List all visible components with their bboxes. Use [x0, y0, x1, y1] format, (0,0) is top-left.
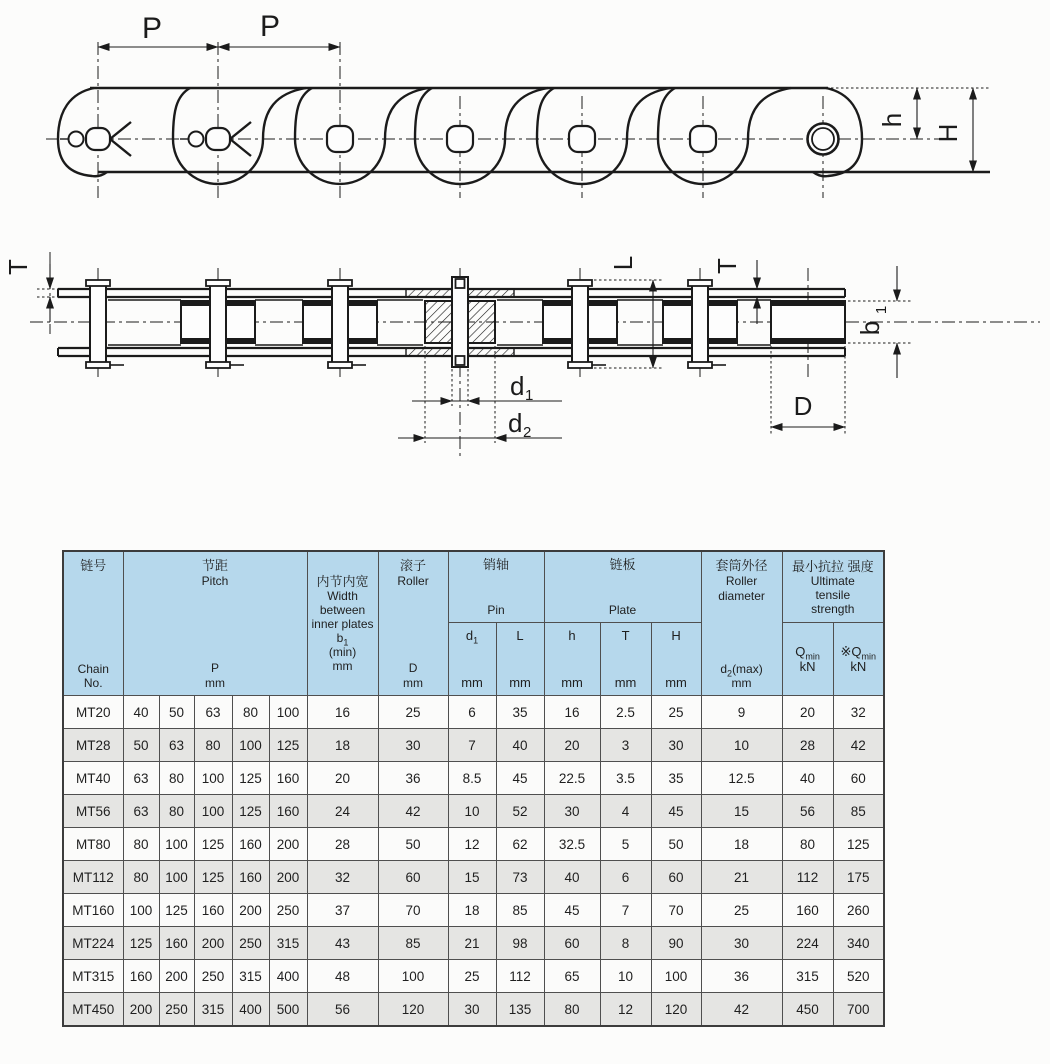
cell-value: 25	[701, 894, 782, 927]
cell-value: 160	[123, 960, 159, 993]
cell-value: 37	[307, 894, 378, 927]
dim-label-T-right: T	[712, 258, 742, 274]
cell-chain-no: MT450	[63, 993, 123, 1027]
cell-value: 43	[307, 927, 378, 960]
cell-chain-no: MT315	[63, 960, 123, 993]
cell-value: 3	[600, 729, 651, 762]
cell-value: 36	[378, 762, 448, 795]
cell-value: 28	[782, 729, 833, 762]
cell-value: 125	[833, 828, 884, 861]
cell-value: 25	[651, 696, 701, 729]
cell-value: 125	[159, 894, 194, 927]
cell-value: 60	[544, 927, 600, 960]
cell-value: 200	[232, 894, 269, 927]
cell-value: 400	[232, 993, 269, 1027]
header-pitch: 节距 Pitch P mm	[123, 551, 307, 696]
header-T: T mm	[600, 623, 651, 696]
cell-value: 6	[448, 696, 496, 729]
cell-value: 70	[651, 894, 701, 927]
table-row	[63, 696, 884, 729]
cell-value: 175	[833, 861, 884, 894]
cell-value: 45	[544, 894, 600, 927]
cell-value: 80	[123, 828, 159, 861]
table-row	[63, 894, 884, 927]
cell-value: 42	[378, 795, 448, 828]
cell-chain-no: MT56	[63, 795, 123, 828]
cell-value: 8	[600, 927, 651, 960]
cell-value: 12.5	[701, 762, 782, 795]
cell-chain-no: MT160	[63, 894, 123, 927]
cell-value: 60	[651, 861, 701, 894]
cell-value: 60	[833, 762, 884, 795]
cell-value: 21	[448, 927, 496, 960]
cell-value: 500	[269, 993, 307, 1027]
dim-label-b1: b	[855, 320, 885, 336]
pin-hole-4	[447, 126, 473, 152]
header-ultimate-strength: 最小抗拉 强度 Ultimate tensile strength	[782, 551, 884, 623]
cell-value: 98	[496, 927, 544, 960]
table-row	[63, 828, 884, 861]
dim-label-d1: d	[510, 371, 525, 401]
cell-value: 30	[651, 729, 701, 762]
cell-value: 50	[159, 696, 194, 729]
cell-value: 160	[194, 894, 232, 927]
cell-value: 100	[194, 795, 232, 828]
dim-label-L: L	[608, 255, 638, 271]
cell-value: 5	[600, 828, 651, 861]
cell-value: 260	[833, 894, 884, 927]
cell-value: 125	[123, 927, 159, 960]
cell-value: 12	[600, 993, 651, 1027]
cell-value: 80	[232, 696, 269, 729]
cell-value: 120	[378, 993, 448, 1027]
cell-value: 200	[269, 861, 307, 894]
cell-value: 15	[701, 795, 782, 828]
cell-value: 50	[651, 828, 701, 861]
cell-value: 8.5	[448, 762, 496, 795]
cell-value: 250	[269, 894, 307, 927]
cell-value: 400	[269, 960, 307, 993]
cell-value: 100	[232, 729, 269, 762]
cell-value: 21	[701, 861, 782, 894]
header-qmin-marked: $※Q_{min}$ kN	[833, 623, 884, 696]
cell-value: 18	[307, 729, 378, 762]
cell-value: 200	[269, 828, 307, 861]
cell-value: 4	[600, 795, 651, 828]
cell-value: 160	[269, 762, 307, 795]
cell-value: 100	[378, 960, 448, 993]
cell-value: 112	[496, 960, 544, 993]
cell-value: 45	[651, 795, 701, 828]
cell-value: 30	[701, 927, 782, 960]
cell-value: 135	[496, 993, 544, 1027]
cell-value: 112	[782, 861, 833, 894]
dim-label-b1-sub: 1	[873, 305, 890, 315]
cell-value: 18	[701, 828, 782, 861]
roller-bushing-end	[808, 124, 839, 155]
header-L: L mm	[496, 623, 544, 696]
cell-value: 25	[378, 696, 448, 729]
header-chain-no: 链号 Chain No.	[63, 551, 123, 696]
cell-value: 700	[833, 993, 884, 1027]
cell-value: 15	[448, 861, 496, 894]
cell-value: 80	[123, 861, 159, 894]
cell-value: 63	[123, 762, 159, 795]
cell-value: 250	[194, 960, 232, 993]
cell-value: 62	[496, 828, 544, 861]
cell-value: 18	[448, 894, 496, 927]
dim-label-h: h	[877, 112, 907, 128]
cell-value: 40	[782, 762, 833, 795]
table-body	[63, 696, 884, 1027]
header-roller-d: 滚子 Roller D mm	[378, 551, 448, 696]
cell-value: 40	[544, 861, 600, 894]
cell-value: 80	[544, 993, 600, 1027]
cell-value: 16	[544, 696, 600, 729]
cell-value: 160	[159, 927, 194, 960]
cell-value: 25	[448, 960, 496, 993]
dim-label-d1-sub: 1	[525, 387, 534, 404]
cell-value: 12	[448, 828, 496, 861]
table-row	[63, 795, 884, 828]
header-h: h mm	[544, 623, 600, 696]
cell-value: 63	[159, 729, 194, 762]
cell-value: 70	[378, 894, 448, 927]
cell-value: 85	[496, 894, 544, 927]
cell-value: 35	[651, 762, 701, 795]
cell-chain-no: MT20	[63, 696, 123, 729]
cell-value: 80	[159, 795, 194, 828]
cell-value: 100	[651, 960, 701, 993]
table-row	[63, 993, 884, 1027]
cell-value: 100	[194, 762, 232, 795]
table-row	[63, 927, 884, 960]
cell-value: 36	[701, 960, 782, 993]
cell-value: 80	[782, 828, 833, 861]
cell-value: 100	[159, 861, 194, 894]
cell-value: 315	[194, 993, 232, 1027]
chain-side-elevation-drawing	[46, 10, 990, 198]
cell-value: 125	[269, 729, 307, 762]
cell-value: 42	[833, 729, 884, 762]
cell-value: 250	[159, 993, 194, 1027]
table-header	[63, 551, 884, 696]
cell-value: 80	[159, 762, 194, 795]
cell-value: 315	[232, 960, 269, 993]
cell-value: 200	[194, 927, 232, 960]
cell-value: 56	[307, 993, 378, 1027]
pin-hole-5	[569, 126, 595, 152]
cell-value: 160	[232, 861, 269, 894]
cell-value: 125	[232, 795, 269, 828]
table-row	[63, 729, 884, 762]
cell-value: 340	[833, 927, 884, 960]
cell-value: 32.5	[544, 828, 600, 861]
cell-value: 30	[378, 729, 448, 762]
cell-value: 7	[448, 729, 496, 762]
cell-value: 9	[701, 696, 782, 729]
cell-value: 20	[307, 762, 378, 795]
header-qmin: $Q_{min}$ kN	[782, 623, 833, 696]
cell-value: 315	[782, 960, 833, 993]
header-d1: $d_1$ mm	[448, 623, 496, 696]
cell-value: 520	[833, 960, 884, 993]
cell-value: 63	[194, 696, 232, 729]
cell-chain-no: MT28	[63, 729, 123, 762]
header-H: H mm	[651, 623, 701, 696]
cell-value: 45	[496, 762, 544, 795]
cell-value: 125	[194, 828, 232, 861]
cell-value: 160	[782, 894, 833, 927]
cell-value: 20	[544, 729, 600, 762]
cell-value: 63	[123, 795, 159, 828]
cell-value: 160	[269, 795, 307, 828]
cell-value: 56	[782, 795, 833, 828]
cell-value: 90	[651, 927, 701, 960]
cell-value: 22.5	[544, 762, 600, 795]
dim-label-pitch-1: P	[141, 12, 163, 45]
cell-value: 42	[701, 993, 782, 1027]
header-chain-cn: 链号	[80, 557, 107, 573]
cell-value: 7	[600, 894, 651, 927]
cell-value: 48	[307, 960, 378, 993]
cell-value: 100	[123, 894, 159, 927]
cell-chain-no: MT112	[63, 861, 123, 894]
cell-value: 10	[448, 795, 496, 828]
cell-value: 24	[307, 795, 378, 828]
cell-value: 30	[448, 993, 496, 1027]
cell-chain-no: MT80	[63, 828, 123, 861]
cell-value: 100	[159, 828, 194, 861]
cell-value: 2.5	[600, 696, 651, 729]
cell-value: 50	[123, 729, 159, 762]
dim-label-D: D	[793, 391, 813, 421]
cell-chain-no: MT224	[63, 927, 123, 960]
cell-value: 20	[782, 696, 833, 729]
cell-value: 160	[232, 828, 269, 861]
dim-label-pitch-2: P	[259, 10, 281, 43]
cell-value: 6	[600, 861, 651, 894]
header-plate: 链板 Plate	[544, 551, 701, 623]
cell-value: 125	[232, 762, 269, 795]
cell-value: 30	[544, 795, 600, 828]
cell-value: 315	[269, 927, 307, 960]
cell-value: 125	[194, 861, 232, 894]
cell-value: 52	[496, 795, 544, 828]
cell-value: 100	[269, 696, 307, 729]
cell-value: 28	[307, 828, 378, 861]
table-row	[63, 861, 884, 894]
cell-value: 200	[159, 960, 194, 993]
pin-hole-6	[690, 126, 716, 152]
cell-value: 85	[833, 795, 884, 828]
header-inner-width: 内节内宽 Width between inner plates $b_1$ (min) mm	[307, 551, 378, 696]
pin-hole-3	[327, 126, 353, 152]
cell-value: 35	[496, 696, 544, 729]
cell-value: 10	[701, 729, 782, 762]
header-pin: 销轴 Pin	[448, 551, 544, 623]
cell-value: 120	[651, 993, 701, 1027]
dim-label-d2-sub: 2	[523, 424, 532, 441]
cell-value: 40	[496, 729, 544, 762]
cell-value: 40	[123, 696, 159, 729]
cell-value: 224	[782, 927, 833, 960]
chain-spec-table	[62, 550, 885, 1027]
cell-value: 65	[544, 960, 600, 993]
cell-value: 16	[307, 696, 378, 729]
cell-value: 80	[194, 729, 232, 762]
header-bush-dia: 套筒外径 Roller diameter $d_2(\max)$ mm	[701, 551, 782, 696]
dim-label-d2: d	[508, 408, 523, 438]
cell-value: 85	[378, 927, 448, 960]
cell-value: 3.5	[600, 762, 651, 795]
cell-value: 60	[378, 861, 448, 894]
dim-label-H: H	[933, 123, 963, 143]
cell-value: 73	[496, 861, 544, 894]
cell-value: 32	[307, 861, 378, 894]
table-row	[63, 960, 884, 993]
cell-value: 50	[378, 828, 448, 861]
cell-chain-no: MT40	[63, 762, 123, 795]
cell-value: 450	[782, 993, 833, 1027]
cell-value: 200	[123, 993, 159, 1027]
table-row	[63, 762, 884, 795]
dim-label-T-left: T	[3, 259, 33, 275]
cell-value: 32	[833, 696, 884, 729]
chain-plan-section-drawing	[3, 252, 1040, 460]
cell-value: 250	[232, 927, 269, 960]
cell-value: 10	[600, 960, 651, 993]
